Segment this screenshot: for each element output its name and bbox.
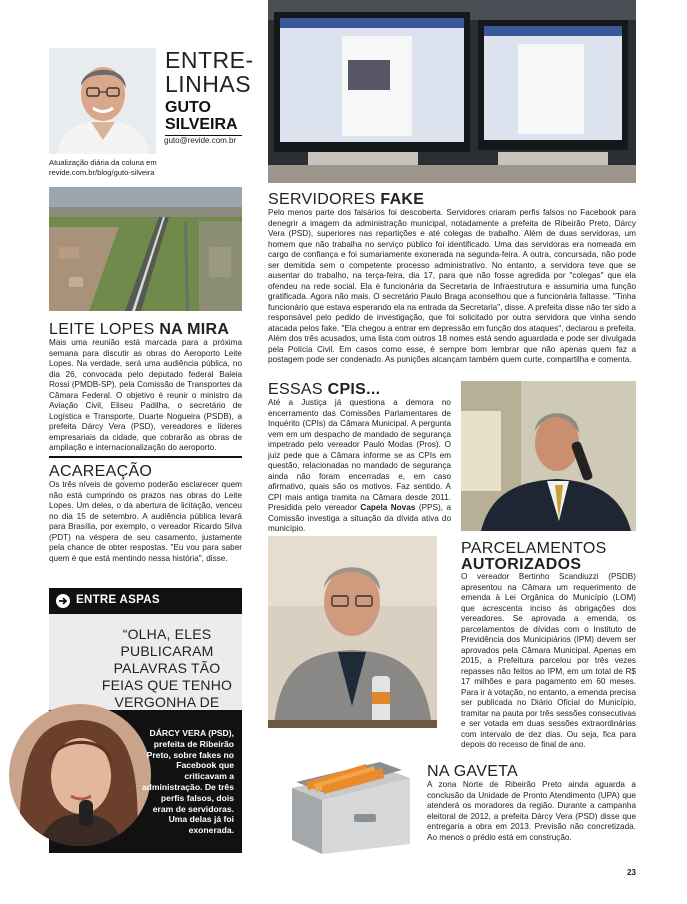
- servidores-heading-light: SERVIDORES: [268, 191, 381, 208]
- servidores-body: Pelo menos parte dos falsários foi descoberta. Servidores criaram perfis falsos no Facebook para denegrir a imagem da administração municipal, notadamente a prefeita de Ribeirão Preto, Dárcy Vera (PSD), superiores nas repartições e até colegas de trabalho. Além de duas servidoras, um homem que não trabalha no serviço público foi identificado. Uma das servidoras era nomeada em cargo de confiança e foi sumariamente exonerada na segunda-feira. A outra, concursada, não pode ser demitida sem o competente processo administrativo. No entanto, a servidora teve que se ausentar do trabalho, na terça-feira, dia 17, para que não fosse agredida por "colegas" que ela ofendeu na rede social. Ela é funcionária da Secretaria de Infraestrutura e assumiria uma função gratificada. Agora não mais. O secretário Paulo Braga aconselhou que a funcionária faltasse. "Tinha funcionário que estava esperando ela na entrada da Secretaria", disse. A prefeita disse não ter sido a responsável pelo pedido de investigação, que foi solicitado por outra servidora que vinha sendo atacada pelos fake. "Ela chegou a entrar em depressão em função dos ataques", declarou a prefeita. Além dos três acusados, uma lista com outros 18 nomes está sendo aguardada e pode ser divulgada pela Polícia Civil. Em casos como esse, é sempre bom lembrar que não apenas quem faz a postagem pode ser condenado. As punições alcançam também quem curte, compartilha e comenta.: [268, 208, 636, 364]
- update-note-line1: Atualização diária da coluna em: [49, 158, 157, 167]
- cpis-body-after: (PPS), a Comissão investiga a situação da dívida ativa do município.: [268, 503, 451, 533]
- arrow-circle-icon: [56, 594, 70, 608]
- page-number: 23: [627, 868, 636, 877]
- cpis-heading: [268, 381, 380, 398]
- leite-lopes-heading-bold: NA MIRA: [159, 321, 230, 338]
- update-note-url[interactable]: revide.com.br/blog/guto-silveira: [49, 168, 155, 177]
- update-note: [49, 158, 157, 178]
- column-title-line1: ENTRE-: [165, 47, 254, 73]
- leite-lopes-heading-light: LEITE LOPES: [49, 321, 160, 338]
- entre-aspas-header: [49, 588, 242, 614]
- cpis-body-before: Até a Justiça já questiona a demora no encerramento das Comissões Parlamentares de Inquérito (CPIs) da Câmara Municipal. A pergunta vem em um despacho de mandado de segurança impetrado pelo vereador Paulo Modas (Pros). O juiz pede que a Câmara informe se as CPIs em questão, relacionadas no mandado de segurança ainda não foram encerradas e, em caso afirmativo, quais são os motivos. Faz sentido. A CPI mais antiga tramita na Câmara desde 2011. Presidida pelo vereador: [268, 398, 451, 512]
- cpis-body-bold: Capela Novas: [360, 503, 416, 512]
- bertinho-photo: [461, 381, 636, 531]
- drawer-image: [282, 748, 417, 858]
- parcelamentos-body: O vereador Bertinho Scandiuzzi (PSDB) apresentou na Câmara um requerimento de emenda à Lei Orgânica do Município (LOM) que acrescenta inciso às obrigações dos vereadores. Se aprovada a emenda, os parcelamentos de dívidas com o Instituto de Previdência dos Municipiários (IPM) devem ser aprovados pela Câmara Municipal. Apenas em 2015, a Prefeitura parcelou por três vezes repasses não feitos ao IPM, em um total de R$ 17 milhões e para pagamento em 60 meses. Para ir à votação, no entanto, a emenda precisa ser publicada no Diário Oficial do Município, tramitar na pauta por três sessões consecutivas e ser votada em duas sessões extraordinárias com intervalo de dez dias. Ou seja, fica para depois do recesso de final de ano.: [461, 572, 636, 749]
- leite-lopes-body: Mais uma reunião está marcada para a próxima semana para discutir as obras do Aeroporto Leite Lopes. Na verdade, será uma audiência pública, no dia 26, convocada pelo deputado federal Baleia Rossi (PMDB-SP), pela Comissão de Transportes da Câmara Federal. O objetivo é reunir o ministro da Aviação Civil, Eliseu Padilha, o secretário de Logística e Transporte, Duarte Nogueira (PSDB), a prefeita Dárcy Vera (PSD), vereadores e líderes empresariais da cidade, que cobrarão as obras de ampliação e internacionalização do aeroporto.: [49, 338, 242, 452]
- entre-aspas-quote-box: [49, 614, 242, 710]
- parcelamentos-heading: [461, 541, 607, 573]
- author-first-name: GUTO: [165, 99, 211, 116]
- entre-aspas-quote: “OLHA, ELES PUBLICARAM PALAVRAS TÃO FEIAS QUE TENHO VERGONHA DE: [101, 626, 233, 710]
- columnist-photo: [49, 48, 156, 154]
- servidores-heading: [268, 191, 424, 208]
- entre-aspas-caption: DÁRCY VERA (PSD), prefeita de Ribeirão Preto, sobre fakes no Facebook que criticavam a administração. De três perfis falsos, dois eram de servidoras. Uma delas já foi exonerada.: [141, 728, 234, 836]
- acareacao-rule: [49, 456, 242, 458]
- acareacao-body: Os três níveis de governo poderão esclarecer quem não está cumprindo os prazos nas obras do Leite Lopes. Um deles, o da abertura de licitação, venceu no dia 15 de setembro. A audiência pública levará para Brasília, por exemplo, o vereador Ricardo Silva (PDT) na véspera de seu casamento, justamente pela chance de obter respostas. "Eu vou para saber quem é que está mentindo nessa história", disse.: [49, 480, 242, 563]
- author-last-name: SILVEIRA: [165, 116, 238, 133]
- darcy-vera-photo: [9, 704, 151, 846]
- parcelamentos-heading-line2: AUTORIZADOS: [461, 556, 582, 573]
- gaveta-heading: NA GAVETA: [427, 763, 519, 780]
- column-title: [165, 47, 254, 133]
- servidores-heading-bold: FAKE: [380, 191, 425, 208]
- entre-aspas-label: ENTRE ASPAS: [76, 594, 160, 606]
- author-email[interactable]: guto@revide.com.br: [164, 136, 237, 145]
- leite-lopes-heading: [49, 321, 249, 338]
- gaveta-body: A zona Norte de Ribeirão Preto ainda aguarda a conclusão da Unidade de Pronto Atendimento (UPA) que atenderá os moradores da região. Durante a campanha eleitoral de 2012, a prefeita Dárcy Vera (PSD) disse que entregaria a obra em 2013. Previsão não concretizada. Ao menos o prédio está em construção.: [427, 780, 636, 842]
- parcelamentos-heading-line1: PARCELAMENTOS: [461, 540, 607, 557]
- airport-photo: [49, 187, 242, 311]
- politician-photo: [268, 536, 437, 728]
- column-title-line2: LINHAS: [165, 71, 252, 97]
- cpis-heading-bold: CPIS...: [327, 381, 381, 398]
- acareacao-heading: ACAREAÇÃO: [49, 463, 153, 480]
- cpis-body: [268, 398, 451, 535]
- monitors-photo: [268, 0, 636, 183]
- cpis-heading-light: ESSAS: [268, 381, 328, 398]
